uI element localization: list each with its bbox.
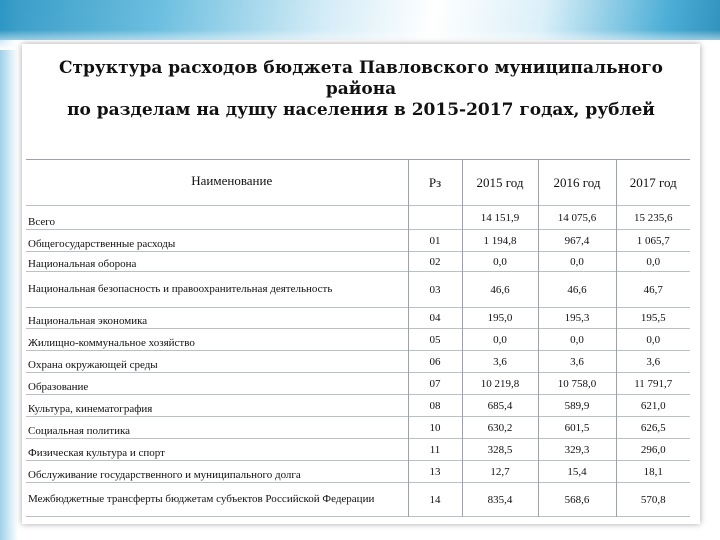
header-2016: 2016 год (538, 160, 616, 206)
row-value-2017: 195,5 (616, 308, 690, 329)
row-value-2015: 835,4 (462, 483, 538, 517)
row-code: 04 (408, 308, 462, 329)
row-code: 10 (408, 417, 462, 439)
row-code: 01 (408, 230, 462, 252)
row-value-2015: 0,0 (462, 252, 538, 272)
table-row (26, 417, 690, 439)
row-name: Образование (28, 381, 89, 393)
table-row (26, 230, 690, 252)
header-2017: 2017 год (616, 160, 690, 206)
table-row (26, 329, 690, 351)
table-row (26, 272, 690, 308)
row-value-2016: 967,4 (538, 230, 616, 252)
table-row (26, 206, 690, 230)
row-value-2015: 3,6 (462, 351, 538, 373)
row-code: 13 (408, 461, 462, 483)
row-name: Охрана окружающей среды (28, 359, 158, 371)
table-row (26, 439, 690, 461)
row-value-2015: 195,0 (462, 308, 538, 329)
row-value-2017: 46,7 (616, 272, 690, 308)
table-header-row (26, 160, 690, 206)
row-code: 03 (408, 272, 462, 308)
row-value-2015: 1 194,8 (462, 230, 538, 252)
slide (22, 44, 700, 524)
row-value-2016: 329,3 (538, 439, 616, 461)
row-value-2017: 570,8 (616, 483, 690, 517)
row-value-2015: 46,6 (462, 272, 538, 308)
row-value-2017: 3,6 (616, 351, 690, 373)
table-row (26, 483, 690, 517)
row-value-2016: 195,3 (538, 308, 616, 329)
row-value-2016: 568,6 (538, 483, 616, 517)
row-value-2016: 589,9 (538, 395, 616, 417)
row-name: Межбюджетные трансферты бюджетам субъектов Российской Федерации (28, 493, 375, 505)
table-row (26, 461, 690, 483)
row-value-2015: 12,7 (462, 461, 538, 483)
row-code (408, 206, 462, 230)
row-code: 06 (408, 351, 462, 373)
row-value-2015: 10 219,8 (462, 373, 538, 395)
row-value-2017: 296,0 (616, 439, 690, 461)
row-code: 14 (408, 483, 462, 517)
table-row (26, 373, 690, 395)
row-value-2017: 0,0 (616, 252, 690, 272)
row-name: Национальная безопасность и правоохранительная деятельность (28, 283, 333, 295)
row-code: 11 (408, 439, 462, 461)
row-value-2016: 46,6 (538, 272, 616, 308)
row-value-2016: 0,0 (538, 252, 616, 272)
row-value-2016: 14 075,6 (538, 206, 616, 230)
row-name: Физическая культура и спорт (28, 447, 165, 459)
row-value-2017: 621,0 (616, 395, 690, 417)
row-value-2016: 10 758,0 (538, 373, 616, 395)
row-value-2016: 3,6 (538, 351, 616, 373)
row-name: Культура, кинематография (28, 403, 153, 415)
header-name: Наименование (191, 172, 273, 188)
row-code: 08 (408, 395, 462, 417)
row-value-2015: 0,0 (462, 329, 538, 351)
row-value-2016: 601,5 (538, 417, 616, 439)
table-row (26, 252, 690, 272)
table-row (26, 395, 690, 417)
row-value-2015: 14 151,9 (462, 206, 538, 230)
table-row (26, 351, 690, 373)
row-value-2017: 1 065,7 (616, 230, 690, 252)
row-code: 05 (408, 329, 462, 351)
row-code: 07 (408, 373, 462, 395)
row-value-2017: 0,0 (616, 329, 690, 351)
row-value-2017: 626,5 (616, 417, 690, 439)
row-value-2017: 18,1 (616, 461, 690, 483)
row-name: Всего (28, 216, 55, 228)
row-value-2017: 11 791,7 (616, 373, 690, 395)
row-value-2015: 685,4 (462, 395, 538, 417)
budget-table (26, 159, 690, 517)
row-value-2016: 0,0 (538, 329, 616, 351)
header-code: Рз (408, 160, 462, 206)
title-line-3: по разделам на душу населения в 2015-2017 годах, рублей (67, 100, 655, 120)
row-value-2016: 15,4 (538, 461, 616, 483)
row-name: Общегосударственные расходы (28, 238, 176, 250)
row-code: 02 (408, 252, 462, 272)
table-row (26, 308, 690, 329)
row-name: Жилищно-коммунальное хозяйство (28, 337, 195, 349)
row-name: Обслуживание государственного и муниципального долга (28, 469, 301, 481)
slide-title (22, 58, 700, 121)
row-name: Национальная оборона (28, 258, 137, 270)
row-value-2017: 15 235,6 (616, 206, 690, 230)
row-name: Национальная экономика (28, 315, 148, 327)
row-value-2015: 630,2 (462, 417, 538, 439)
row-value-2015: 328,5 (462, 439, 538, 461)
title-line-1: Структура расходов бюджета Павловского муниципального (58, 58, 664, 78)
header-2015: 2015 год (462, 160, 538, 206)
row-name: Социальная политика (28, 425, 131, 437)
title-line-2: района (325, 79, 397, 99)
background-left-band (0, 0, 18, 540)
